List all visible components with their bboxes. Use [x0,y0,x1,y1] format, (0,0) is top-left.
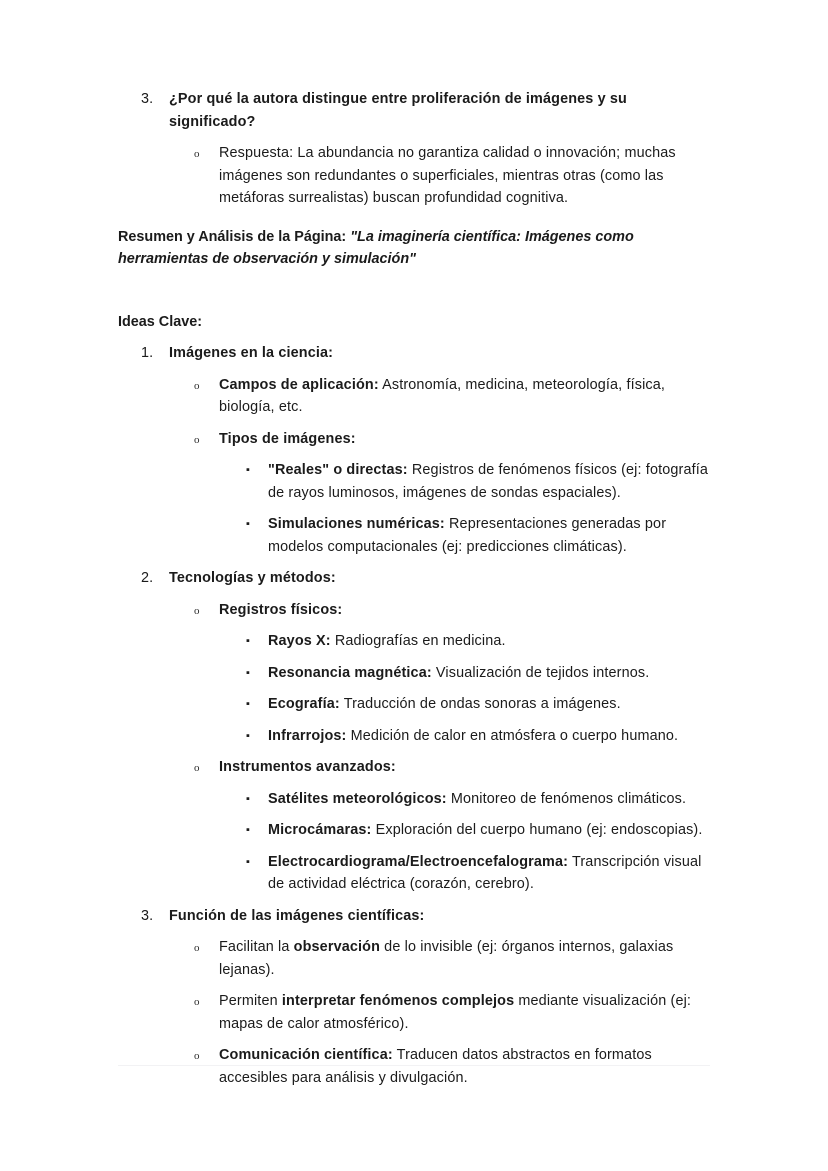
list-item [118,819,710,842]
list-item-section-1 [118,342,710,365]
list-item [118,990,710,1035]
list-marker-circle-icon: o [194,942,200,954]
list-item-label: Infrarrojos: [268,727,347,744]
list-item [118,936,710,981]
list-item-text: Monitoreo de fenómenos climáticos. [446,790,687,807]
list-item [118,1044,710,1089]
spacer [118,210,710,226]
section-3-title: Función de las imágenes científicas: [169,907,425,924]
spacer [118,133,710,142]
spacer [118,271,710,311]
list-item [118,428,710,451]
list-item-label: Registros físicos: [219,601,343,618]
list-marker-square-icon: ▪ [246,518,251,530]
list-item-text-post: mediante visualización (ej: mapas de calor atmosférico). [219,993,692,1032]
spacer [118,1035,710,1044]
list-item-label: Satélites meteorológicos: [268,790,447,807]
spacer [118,842,710,851]
list-item-section-3 [118,905,710,928]
list-item-label: Ecografía: [268,696,340,712]
list-item-text: Medición de calor en atmósfera o cuerpo humano. [346,727,679,744]
spacer [118,621,710,630]
spacer [118,747,710,756]
list-marker-circle-icon: o [194,996,200,1008]
list-item [118,756,710,779]
list-marker-number: 1. [141,345,154,361]
list-item-text: Visualización de tejidos internos. [431,664,650,681]
question-3-text: ¿Por qué la autora distingue entre proliferación de imágenes y su significado? [169,91,627,130]
list-item-text: Exploración del cuerpo humano (ej: endoscopias). [371,822,703,838]
list-item-text: Transcripción visual de actividad eléctrica (corazón, cerebro). [268,853,702,892]
list-item-text-post: Traducen datos abstractos en formatos accesibles para análisis y divulgación. [219,1047,652,1086]
spacer [118,896,710,905]
spacer [118,927,710,936]
list-item-label: Rayos X: [268,633,331,649]
spacer [118,716,710,725]
list-item [118,374,710,419]
list-marker-square-icon: ▪ [246,824,251,836]
list-marker-circle-icon: o [194,762,200,774]
spacer [118,684,710,693]
list-item-label: "Reales" o directas: [268,462,408,478]
list-marker-circle-icon: o [194,433,200,446]
list-marker-circle-icon: o [194,148,200,160]
list-marker-square-icon: ▪ [246,792,251,805]
list-item [118,725,710,748]
list-marker-circle-icon: o [194,379,200,392]
spacer [118,419,710,428]
list-item-text: Radiografías en medicina. [330,633,506,649]
spacer [118,590,710,599]
list-item-text: Astronomía, medicina, meteorología, física, biología, etc. [219,376,666,415]
spacer [118,981,710,990]
list-marker-square-icon: ▪ [246,855,251,868]
list-item [118,693,710,716]
summary-heading [118,226,710,271]
list-item-text-post: de lo invisible (ej: órganos internos, galaxias lejanas). [219,939,674,978]
list-item-emphasis: interpretar fenómenos complejos [281,993,515,1009]
list-item-emphasis: observación [293,939,381,955]
spacer [118,558,710,567]
spacer [118,810,710,819]
list-item [118,630,710,653]
list-marker-square-icon: ▪ [246,666,251,679]
list-marker-square-icon: ▪ [246,729,251,742]
list-marker-circle-icon: o [194,604,200,617]
list-item-label: Electrocardiograma/Electroencefalograma: [268,853,569,870]
list-item-label: Campos de aplicación: [219,376,379,393]
spacer [118,365,710,374]
list-item-text: Representaciones generadas por modelos computacionales (ej: predicciones climáticas). [268,516,667,555]
spacer [118,504,710,513]
list-marker-circle-icon: o [194,1050,200,1062]
spacer [118,653,710,662]
section-1-title: Imágenes en la ciencia: [169,345,334,361]
summary-heading-label: Resumen y Análisis de la Página: [118,228,347,245]
list-item-emphasis: Comunicación científica: [219,1047,393,1063]
list-item [118,459,710,504]
list-marker-square-icon: ▪ [246,635,251,647]
list-item-question-3 [118,88,710,133]
list-marker-number: 2. [141,570,154,586]
list-item-label: Instrumentos avanzados: [219,759,396,775]
list-item-text: Traducción de ondas sonoras a imágenes. [339,696,621,712]
spacer [118,333,710,342]
list-item [118,599,710,622]
list-marker-square-icon: ▪ [246,464,251,476]
list-item-label: Microcámaras: [268,822,372,838]
list-item-label: Simulaciones numéricas: [268,516,445,532]
list-item-label: Resonancia magnética: [268,664,432,681]
footer-divider [118,1065,710,1066]
list-item-section-2 [118,567,710,590]
list-item-answer-3 [118,142,710,210]
list-item [118,662,710,685]
list-item [118,851,710,896]
list-item [118,513,710,558]
list-item [118,788,710,811]
ideas-clave-heading: Ideas Clave: [118,313,202,330]
summary-heading-title: "La imaginería científica: Imágenes como herramientas de observación y simulación" [118,228,634,267]
list-item-text-pre: Facilitan la [219,939,294,955]
answer-3-text: Respuesta: La abundancia no garantiza calidad o innovación; muchas imágenes son redundantes o superficiales, mientras otras (como las metáforas surrealistas) buscan profundidad cognitiva. [219,145,676,206]
list-item-text: Registros de fenómenos físicos (ej: fotografía de rayos luminosos, imágenes de sondas espaciales). [268,462,709,501]
section-2-title: Tecnologías y métodos: [169,570,336,586]
spacer [118,450,710,459]
document-content [118,88,710,1089]
list-marker-number: 3. [141,907,154,924]
list-marker-number: 3. [141,91,154,107]
spacer [118,779,710,788]
list-item-label: Tipos de imágenes: [219,430,356,447]
list-marker-square-icon: ▪ [246,698,251,710]
list-item-text-pre: Permiten [219,993,282,1009]
